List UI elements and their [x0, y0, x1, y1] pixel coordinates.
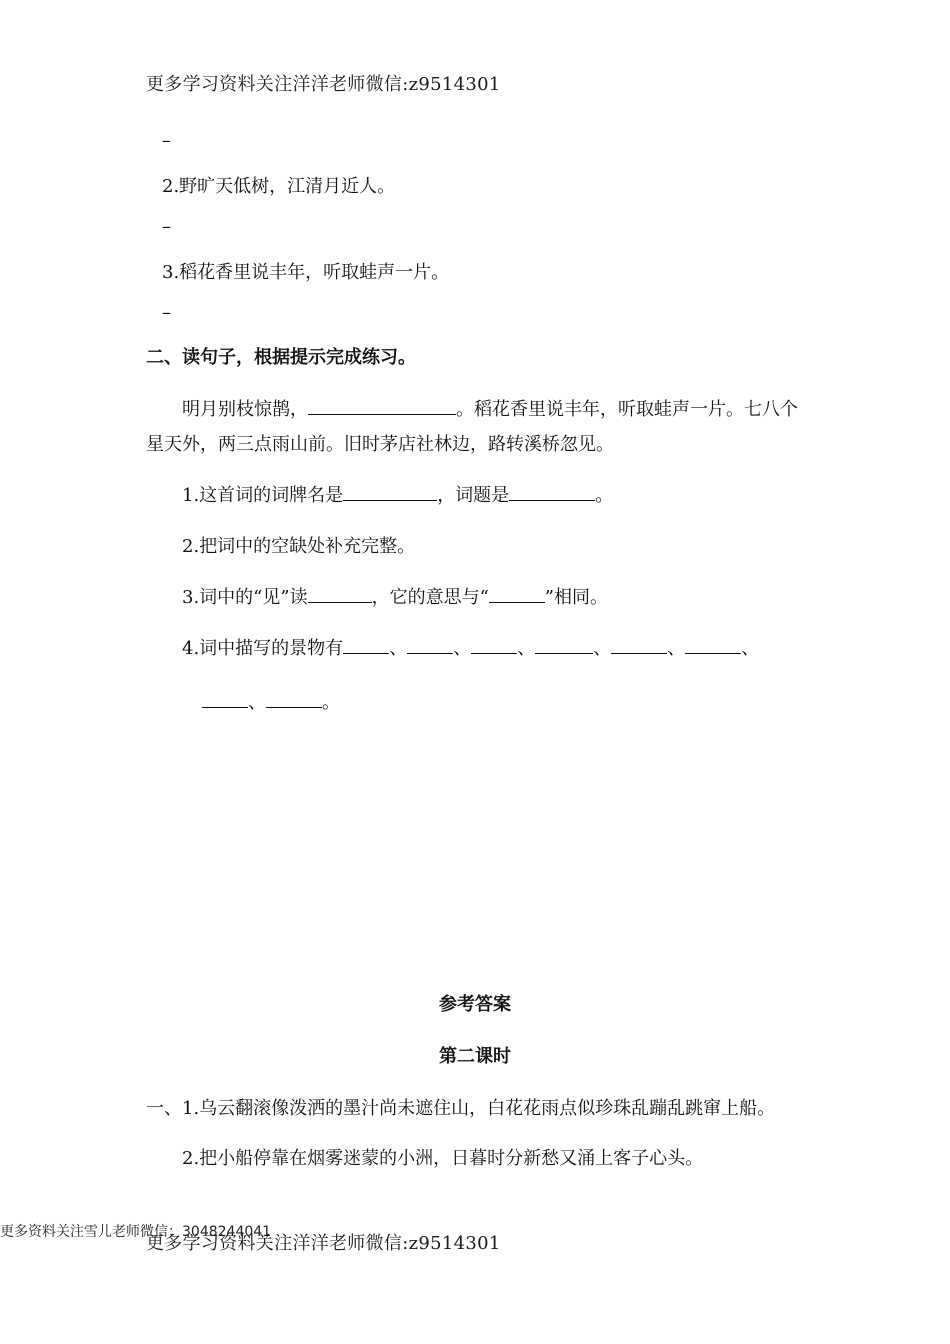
answer-1: 一、1.乌云翻滚像泼洒的墨汁尚未遮住山，白花花雨点似珍珠乱蹦乱跳窜上船。: [146, 1098, 776, 1119]
sentence-item-2: 2.野旷天低树，江清月近人。: [162, 176, 396, 197]
fill-blank: [343, 482, 437, 501]
answer-blank-line: –: [162, 302, 171, 323]
fill-blank: [407, 635, 453, 654]
question-4-continued: [202, 688, 340, 714]
question-1-text: 1.这首词的词牌名是: [182, 485, 344, 506]
separator: 、: [453, 638, 472, 659]
poem-line-1: [182, 395, 798, 421]
answers-subtitle: 第二课时: [439, 1046, 511, 1067]
sentence-item-3: 3.稻花香里说丰年，听取蛙声一片。: [162, 262, 450, 283]
separator: 、: [667, 638, 686, 659]
question-4-text: 4.词中描写的景物有: [182, 638, 344, 659]
answers-title: 参考答案: [439, 994, 511, 1015]
question-1-text: ，词题是: [437, 485, 510, 506]
poem-start: 明月别枝惊鹊，: [182, 399, 308, 420]
answer-2: 2.把小船停靠在烟雾迷蒙的小洲，日暮时分新愁又涌上客子心头。: [182, 1148, 704, 1169]
footer-watermark-overlay: 更多资料关注雪儿老师微信：3048244041: [0, 1224, 272, 1240]
fill-blank: [685, 635, 741, 654]
separator: 、: [517, 638, 536, 659]
fill-blank: [202, 689, 248, 708]
fill-blank: [471, 635, 517, 654]
separator: 、: [741, 638, 760, 659]
fill-blank: [489, 584, 545, 603]
fill-blank: [535, 635, 593, 654]
question-1-text: 。: [595, 485, 614, 506]
footer-watermark: 更多学习资料关注洋洋老师微信:z9514301: [146, 1233, 501, 1254]
question-1: [182, 481, 613, 507]
answer-blank-line: –: [162, 216, 171, 237]
poem-rest: 。稻花香里说丰年，听取蛙声一片。七八个: [456, 399, 798, 420]
period: 。: [322, 692, 340, 713]
question-3-text: 3.词中的“见”读: [182, 587, 308, 608]
question-3: [182, 583, 608, 609]
question-3-text: ，它的意思与“: [371, 587, 489, 608]
question-2: 2.把词中的空缺处补充完整。: [182, 536, 416, 557]
fill-blank: [266, 689, 322, 708]
fill-blank: [611, 635, 667, 654]
fill-blank: [308, 584, 372, 603]
answer-blank-line: –: [162, 130, 171, 151]
poem-line-2: 星天外，两三点雨山前。旧时茅店社林边，路转溪桥忽见。: [146, 434, 614, 455]
separator: 、: [389, 638, 408, 659]
header-watermark: 更多学习资料关注洋洋老师微信:z9514301: [146, 74, 501, 95]
question-4: [182, 634, 759, 660]
separator: 、: [248, 692, 266, 713]
fill-blank: [343, 635, 389, 654]
fill-blank: [308, 396, 456, 415]
separator: 、: [593, 638, 612, 659]
question-3-text: ”相同。: [544, 587, 608, 608]
section-2-title: 二、读句子，根据提示完成练习。: [146, 347, 416, 368]
fill-blank: [509, 482, 595, 501]
